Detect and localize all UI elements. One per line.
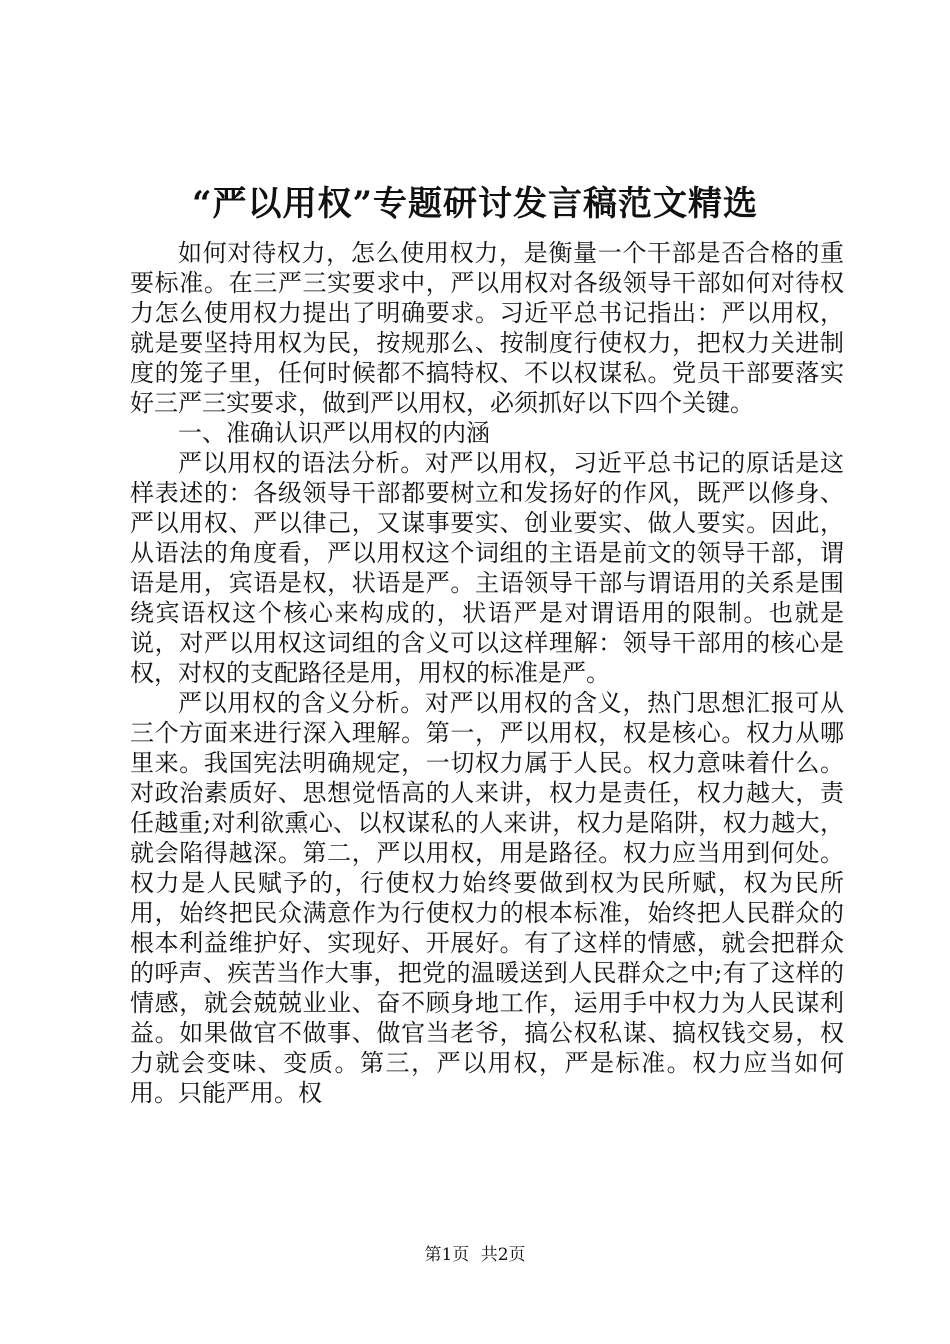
meaning-analysis-paragraph: 严以用权的含义分析。对严以用权的含义，热门思想汇报可从三个方面来进行深入理解。第一，严以用权，权是核心。权力从哪里来。我国宪法明确规定，一切权力属于人民。权力意味着什么。对政治素质好、思想觉悟高的人来讲，权力是责任，权力越大，责任越重;对利欲熏心、以权谋私的人来讲，权力是陷阱，权力越大，就会陷得越深。第二，严以用权，用是路径。权力应当用到何处。权力是人民赋予的，行使权力始终要做到权为民所赋，权为民所用，始终把民众满意作为行使权力的根本标准，始终把人民群众的根本利益维护好、实现好、开展好。有了这样的情感，就会把群众的呼声、疾苦当作大事，把党的温暖送到人民群众之中;有了这样的情感，就会兢兢业业、奋不顾身地工作，运用手中权力为人民谋利益。如果做官不做事、做官当老爷，搞公权私谋、搞权钱交易，权力就会变味、变质。第三，严以用权，严是标准。权力应当如何用。只能严用。权 (130, 689, 844, 1107)
page-footer (0, 1244, 950, 1266)
grammar-analysis-paragraph: 严以用权的语法分析。对严以用权，习近平总书记的原话是这样表述的：各级领导干部都要树立和发扬好的作风，既严以修身、严以用权、严以律己，又谋事要实、创业要实、做人要实。因此，从语法的角度看，严以用权这个词组的主语是前文的领导干部，谓语是用，宾语是权，状语是严。主语领导干部与谓语用的关系是围绕宾语权这个核心来构成的，状语严是对谓语用的限制。也就是说，对严以用权这词组的含义可以这样理解：领导干部用的核心是权，对权的支配路径是用，用权的标准是严。 (130, 449, 844, 687)
document-title: “严以用权”专题研讨发言稿范文精选 (191, 184, 759, 224)
page-total: 共2页 (480, 1245, 526, 1265)
section-heading: 一、准确认识严以用权的内涵 (178, 419, 490, 447)
intro-paragraph: 如何对待权力，怎么使用权力，是衡量一个干部是否合格的重要标准。在三严三实要求中，严以用权对各级领导干部如何对待权力怎么使用权力提出了明确要求。习近平总书记指出：严以用权，就是要坚持用权为民，按规那么、按制度行使权力，把权力关进制度的笼子里，任何时候都不搞特权、不以权谋私。党员干部要落实好三严三实要求，做到严以用权，必须抓好以下四个关键。 (130, 239, 844, 417)
page-number: 第1页 (424, 1245, 470, 1265)
document-body (130, 238, 844, 1108)
